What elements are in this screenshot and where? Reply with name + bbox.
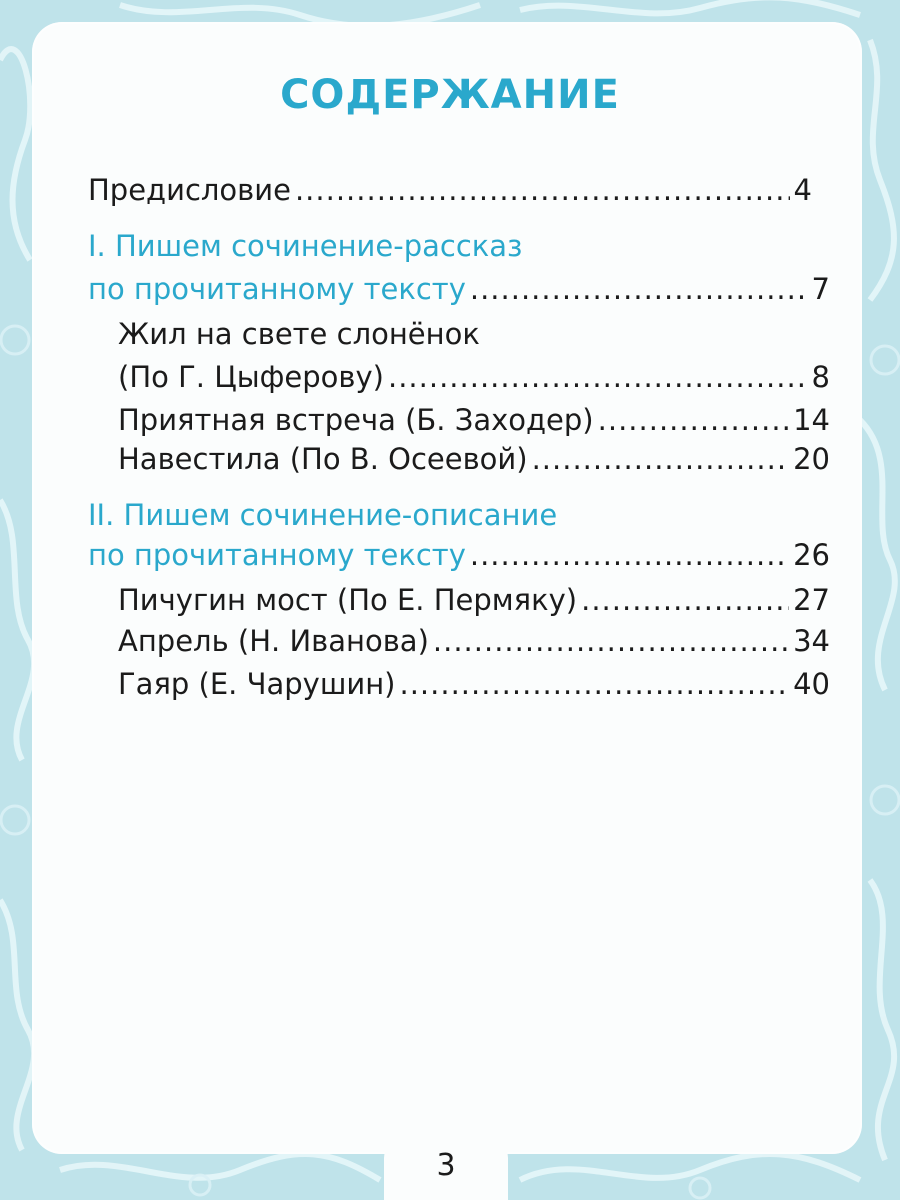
dot-leader xyxy=(532,441,790,477)
dot-leader xyxy=(388,359,808,395)
dot-leader xyxy=(433,623,789,659)
toc-entry-section-1[interactable] xyxy=(88,271,830,307)
toc-page-number: 7 xyxy=(811,272,830,306)
toc-entry-label: Апрель (Н. Иванова) xyxy=(118,624,429,658)
dot-leader xyxy=(581,582,789,618)
section-heading-2[interactable]: II. Пишем сочинение-описание xyxy=(88,498,558,532)
dot-leader xyxy=(470,537,789,573)
toc-page-number: 40 xyxy=(793,667,830,701)
toc-entry-title[interactable]: Жил на свете слонёнок xyxy=(118,317,480,351)
toc-entry-label: Гаяр (Е. Чарушин) xyxy=(118,667,396,701)
toc-page-number: 34 xyxy=(793,624,830,658)
toc-entry-label: Пичугин мост (По Е. Пермяку) xyxy=(118,583,578,617)
toc-page-number: 20 xyxy=(793,442,830,476)
page-number: 3 xyxy=(436,1148,456,1183)
page-title: СОДЕРЖАНИЕ xyxy=(280,72,620,118)
toc-entry[interactable] xyxy=(118,402,830,438)
toc-page-number: 26 xyxy=(793,538,830,572)
toc-entry[interactable] xyxy=(118,359,830,395)
section-heading-continuation: по прочитанному тексту xyxy=(88,538,466,572)
toc-entry[interactable] xyxy=(118,623,830,659)
dot-leader xyxy=(470,271,808,307)
toc-page-number: 14 xyxy=(793,403,830,437)
dot-leader xyxy=(295,172,790,208)
dot-leader xyxy=(598,402,789,438)
toc-entry[interactable] xyxy=(118,441,830,477)
toc-entry-section-2[interactable] xyxy=(88,537,830,573)
toc-entry-label: Приятная встреча (Б. Заходер) xyxy=(118,403,594,437)
toc-entry-label: Предисловие xyxy=(88,173,291,207)
toc-page-number: 4 xyxy=(793,173,812,207)
toc-entry-label: Навестила (По В. Осеевой) xyxy=(118,442,528,476)
toc-page-number: 8 xyxy=(811,360,830,394)
toc-entry-preface[interactable] xyxy=(88,172,812,208)
toc-entry[interactable] xyxy=(118,582,830,618)
toc-entry-label: (По Г. Цыферову) xyxy=(118,360,384,394)
dot-leader xyxy=(399,666,789,702)
toc-entry[interactable] xyxy=(118,666,830,702)
section-heading-1[interactable]: I. Пишем сочинение-рассказ xyxy=(88,229,523,263)
toc-page-number: 27 xyxy=(793,583,830,617)
section-heading-continuation: по прочитанному тексту xyxy=(88,272,466,306)
